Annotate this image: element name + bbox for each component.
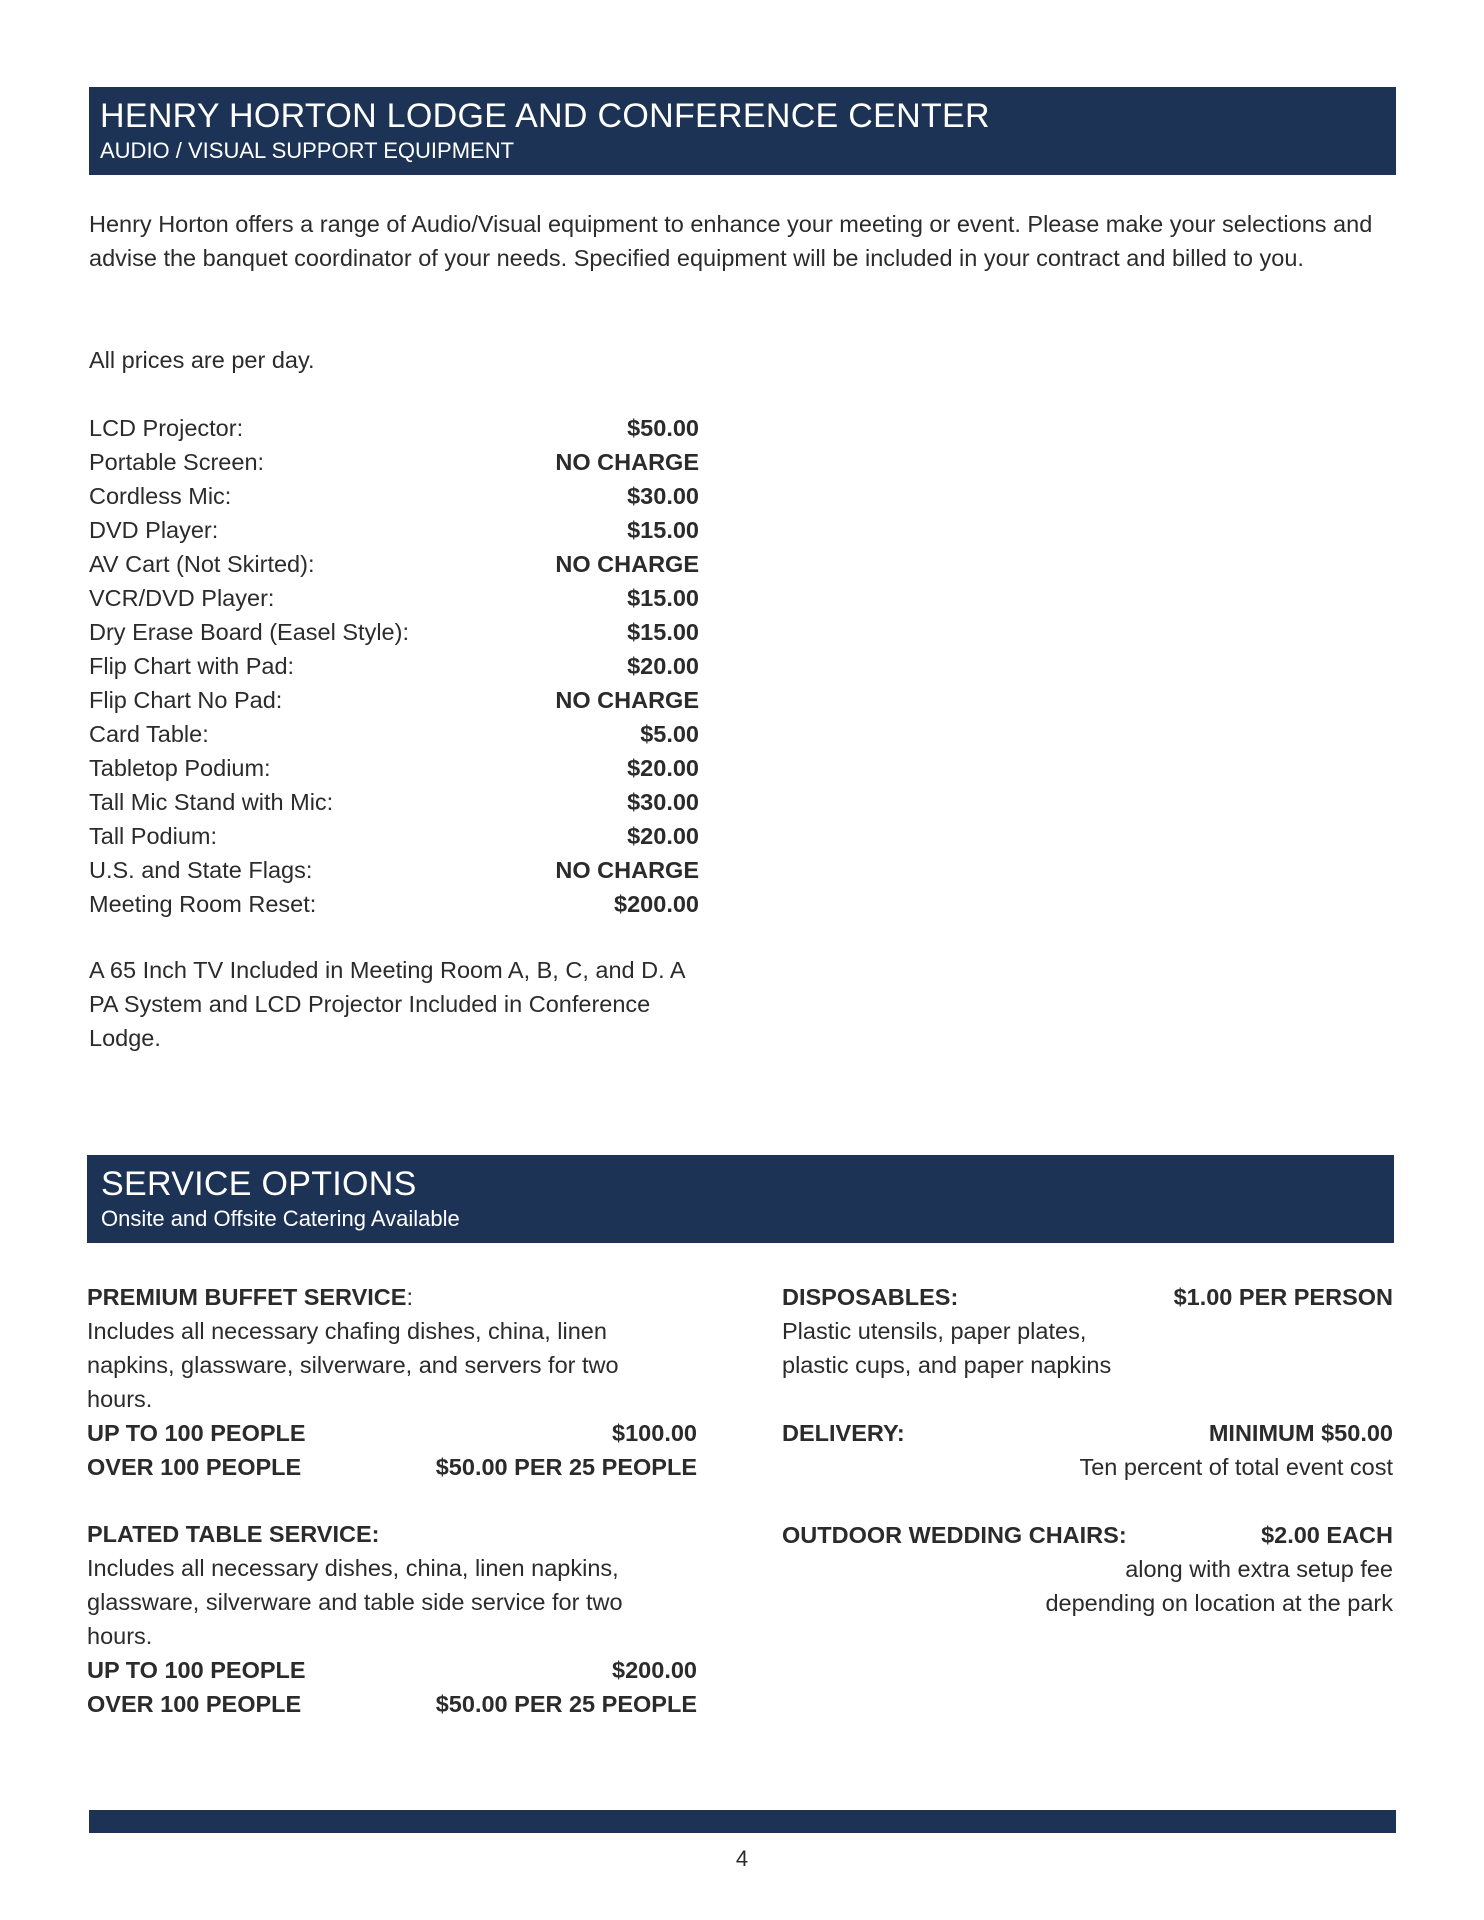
- disposables-section: [782, 1280, 1393, 1382]
- tier-label: UP TO 100 PEOPLE: [87, 1420, 306, 1446]
- tier-label: OVER 100 PEOPLE: [87, 1454, 302, 1480]
- service-banner: [87, 1155, 1394, 1243]
- equipment-price: $20.00: [627, 653, 699, 679]
- equipment-item: Meeting Room Reset:: [89, 891, 317, 917]
- equipment-item: LCD Projector:: [89, 415, 244, 441]
- equipment-row: [89, 649, 699, 683]
- tier-label: OVER 100 PEOPLE: [87, 1691, 302, 1717]
- equipment-item: Flip Chart No Pad:: [89, 687, 283, 713]
- plated-heading: PLATED TABLE SERVICE:: [87, 1521, 380, 1547]
- equipment-row: [89, 479, 699, 513]
- equipment-price: $5.00: [640, 721, 699, 747]
- disposables-line: plastic cups, and paper napkins: [782, 1352, 1112, 1378]
- equipment-price: $50.00: [627, 415, 699, 441]
- page-title: HENRY HORTON LODGE AND CONFERENCE CENTER: [100, 97, 990, 135]
- equipment-price: $20.00: [627, 823, 699, 849]
- equipment-price: $30.00: [627, 789, 699, 815]
- page-subtitle: AUDIO / VISUAL SUPPORT EQUIPMENT: [100, 138, 515, 163]
- tier-price: $50.00 PER 25 PEOPLE: [435, 1454, 697, 1480]
- plated-description: Includes all necessary dishes, china, linen napkins, glassware, silverware and table side service for two hours.: [87, 1555, 623, 1649]
- equipment-list: [89, 411, 699, 921]
- equipment-price: $30.00: [627, 483, 699, 509]
- tier-label: UP TO 100 PEOPLE: [87, 1657, 306, 1683]
- equipment-price: NO CHARGE: [555, 687, 699, 713]
- equipment-item: Tabletop Podium:: [89, 755, 271, 781]
- equipment-row: [89, 513, 699, 547]
- delivery-section: [782, 1416, 1393, 1484]
- wedding-chairs-section: [782, 1518, 1393, 1620]
- footer-bar: [89, 1810, 1396, 1833]
- chairs-line: depending on location at the park: [1045, 1590, 1393, 1616]
- equipment-item: U.S. and State Flags:: [89, 857, 313, 883]
- plated-tier-row: [87, 1653, 697, 1687]
- premium-tier-row: [87, 1450, 697, 1484]
- equipment-price: $20.00: [627, 755, 699, 781]
- intro-paragraph: Henry Horton offers a range of Audio/Visual equipment to enhance your meeting or event. Please make your selections and advise the banquet coordinator of your needs. Specified equipment will be included in your contract and billed to you.: [89, 211, 1373, 271]
- prices-note: All prices are per day.: [89, 347, 315, 373]
- equipment-item: VCR/DVD Player:: [89, 585, 275, 611]
- tv-note: A 65 Inch TV Included in Meeting Room A, B, C, and D. A PA System and LCD Projector Included in Conference Lodge.: [89, 957, 685, 1051]
- equipment-item: Tall Mic Stand with Mic:: [89, 789, 334, 815]
- equipment-item: DVD Player:: [89, 517, 219, 543]
- delivery-heading: DELIVERY:: [782, 1420, 905, 1446]
- disposables-heading: DISPOSABLES:: [782, 1284, 959, 1310]
- equipment-item: Dry Erase Board (Easel Style):: [89, 619, 409, 645]
- tier-price: $50.00 PER 25 PEOPLE: [435, 1691, 697, 1717]
- delivery-price: MINIMUM $50.00: [1208, 1420, 1393, 1446]
- equipment-row: [89, 853, 699, 887]
- equipment-row: [89, 547, 699, 581]
- equipment-row: [89, 581, 699, 615]
- equipment-row: [89, 887, 699, 921]
- tier-price: $100.00: [612, 1420, 697, 1446]
- premium-heading: PREMIUM BUFFET SERVICE: [87, 1284, 407, 1310]
- equipment-item: Flip Chart with Pad:: [89, 653, 295, 679]
- header-banner: [89, 87, 1396, 175]
- delivery-header-row: [782, 1416, 1393, 1450]
- premium-colon: :: [406, 1284, 413, 1310]
- chairs-heading: OUTDOOR WEDDING CHAIRS:: [782, 1522, 1127, 1548]
- equipment-price: $15.00: [627, 517, 699, 543]
- equipment-price: $200.00: [614, 891, 699, 917]
- equipment-price: NO CHARGE: [555, 857, 699, 883]
- plated-tier-row: [87, 1687, 697, 1721]
- equipment-row: [89, 615, 699, 649]
- equipment-item: Tall Podium:: [89, 823, 217, 849]
- equipment-item: Portable Screen:: [89, 449, 265, 475]
- equipment-row: [89, 785, 699, 819]
- equipment-item: Cordless Mic:: [89, 483, 232, 509]
- service-title: SERVICE OPTIONS: [101, 1165, 417, 1203]
- equipment-row: [89, 411, 699, 445]
- equipment-price: NO CHARGE: [555, 449, 699, 475]
- chairs-price: $2.00 EACH: [1261, 1522, 1393, 1548]
- disposables-price: $1.00 PER PERSON: [1173, 1284, 1393, 1310]
- tier-price: $200.00: [612, 1657, 697, 1683]
- disposables-line: Plastic utensils, paper plates,: [782, 1318, 1087, 1344]
- chairs-header-row: [782, 1518, 1393, 1552]
- plated-service-section: [87, 1517, 697, 1721]
- equipment-item: AV Cart (Not Skirted):: [89, 551, 315, 577]
- equipment-row: [89, 683, 699, 717]
- premium-description: Includes all necessary chafing dishes, china, linen napkins, glassware, silverware, and servers for two hours.: [87, 1318, 619, 1412]
- page-number: 4: [735, 1846, 749, 1871]
- equipment-row: [89, 751, 699, 785]
- equipment-item: Card Table:: [89, 721, 209, 747]
- disposables-header-row: [782, 1280, 1393, 1314]
- premium-buffet-section: [87, 1280, 697, 1484]
- delivery-note: Ten percent of total event cost: [1079, 1454, 1393, 1480]
- service-subtitle: Onsite and Offsite Catering Available: [101, 1206, 460, 1231]
- equipment-price: $15.00: [627, 619, 699, 645]
- premium-tier-row: [87, 1416, 697, 1450]
- chairs-line: along with extra setup fee: [1125, 1556, 1393, 1582]
- equipment-row: [89, 717, 699, 751]
- equipment-row: [89, 819, 699, 853]
- equipment-row: [89, 445, 699, 479]
- equipment-price: NO CHARGE: [555, 551, 699, 577]
- equipment-price: $15.00: [627, 585, 699, 611]
